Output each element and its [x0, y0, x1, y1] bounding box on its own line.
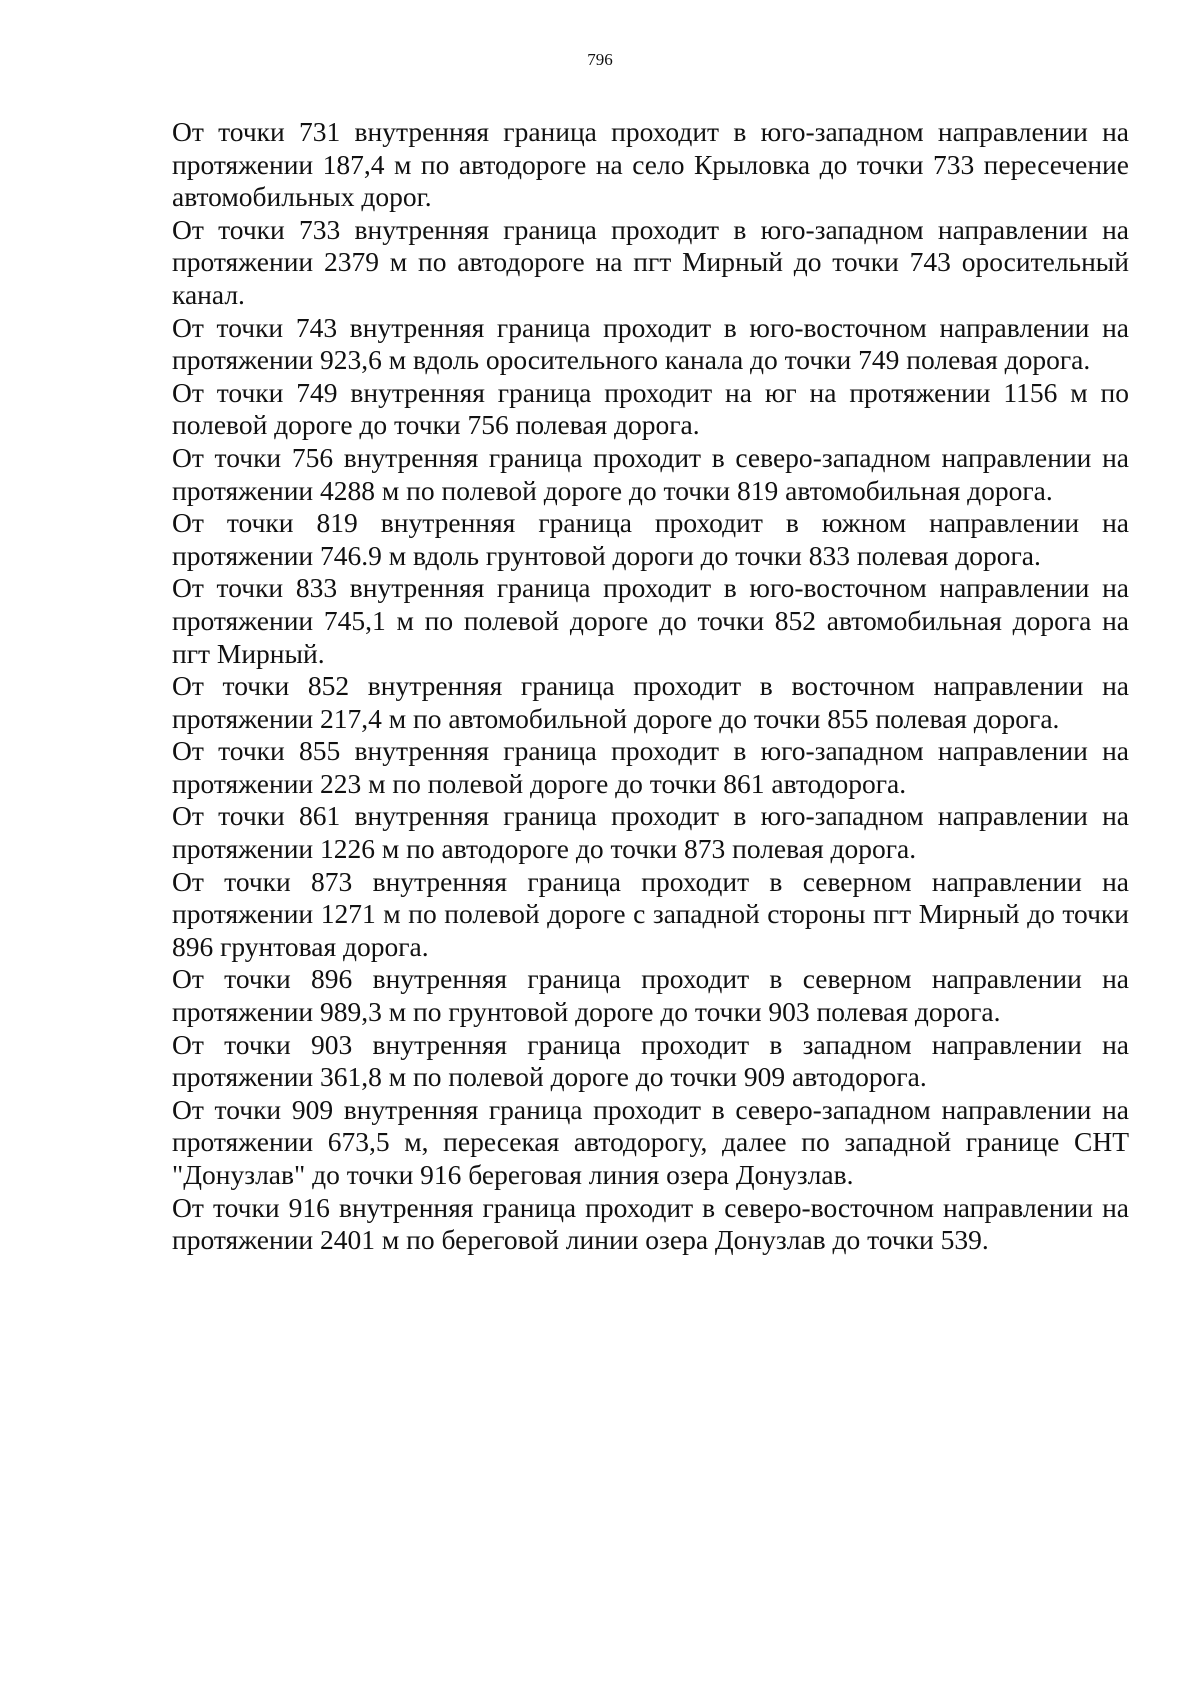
paragraph: От точки 896 внутренняя граница проходит в северном направлении на протяжении 989,3 м по грунтовой дороге до точки 903 полевая дорога.	[172, 963, 1129, 1028]
paragraph: От точки 733 внутренняя граница проходит в юго-западном направлении на протяжении 2379 м по автодороге на пгт Мирный до точки 743 оросительный канал.	[172, 213, 1129, 310]
paragraph: От точки 749 внутренняя граница проходит на юг на протяжении 1156 м по полевой дороге до точки 756 полевая дорога.	[172, 376, 1129, 441]
boundary-description	[172, 116, 1129, 1257]
paragraph: От точки 855 внутренняя граница проходит в юго-западном направлении на протяжении 223 м по полевой дороге до точки 861 автодорога.	[172, 735, 1129, 799]
paragraph: От точки 852 внутренняя граница проходит в восточном направлении на протяжении 217,4 м по автомобильной дороге до точки 855 полевая дорога.	[172, 670, 1129, 734]
paragraph: От точки 909 внутренняя граница проходит в северо-западном направлении на протяжении 673,5 м, пересекая автодорогу, далее по западной границе СНТ "Донузлав" до точки 916 береговая линия озера Донузлав.	[172, 1093, 1129, 1190]
paragraph: От точки 903 внутренняя граница проходит в западном направлении на протяжении 361,8 м по полевой дороге до точки 909 автодорога.	[172, 1028, 1129, 1093]
paragraph: От точки 833 внутренняя граница проходит в юго-восточном направлении на протяжении 745,1 м по полевой дороге до точки 852 автомобильная дорога на пгт Мирный.	[172, 572, 1129, 669]
paragraph: От точки 731 внутренняя граница проходит в юго-западном направлении на протяжении 187,4 м по автодороге на село Крыловка до точки 733 пересечение автомобильных дорог.	[172, 116, 1129, 213]
paragraph: От точки 861 внутренняя граница проходит в юго-западном направлении на протяжении 1226 м по автодороге до точки 873 полевая дорога.	[172, 800, 1129, 865]
paragraph: От точки 756 внутренняя граница проходит в северо-западном направлении на протяжении 4288 м по полевой дороге до точки 819 автомобильная дорога.	[172, 441, 1129, 506]
paragraph: От точки 819 внутренняя граница проходит в южном направлении на протяжении 746.9 м вдоль грунтовой дороги до точки 833 полевая дорога.	[172, 507, 1129, 571]
paragraph: От точки 743 внутренняя граница проходит в юго-восточном направлении на протяжении 923,6 м вдоль оросительного канала до точки 749 полевая дорога.	[172, 311, 1129, 376]
page-number: 796	[587, 50, 613, 69]
paragraph: От точки 916 внутренняя граница проходит в северо-восточном направлении на протяжении 2401 м по береговой линии озера Донузлав до точки 539.	[172, 1191, 1129, 1256]
paragraph: От точки 873 внутренняя граница проходит в северном направлении на протяжении 1271 м по полевой дороге с западной стороны пгт Мирный до точки 896 грунтовая дорога.	[172, 865, 1129, 962]
